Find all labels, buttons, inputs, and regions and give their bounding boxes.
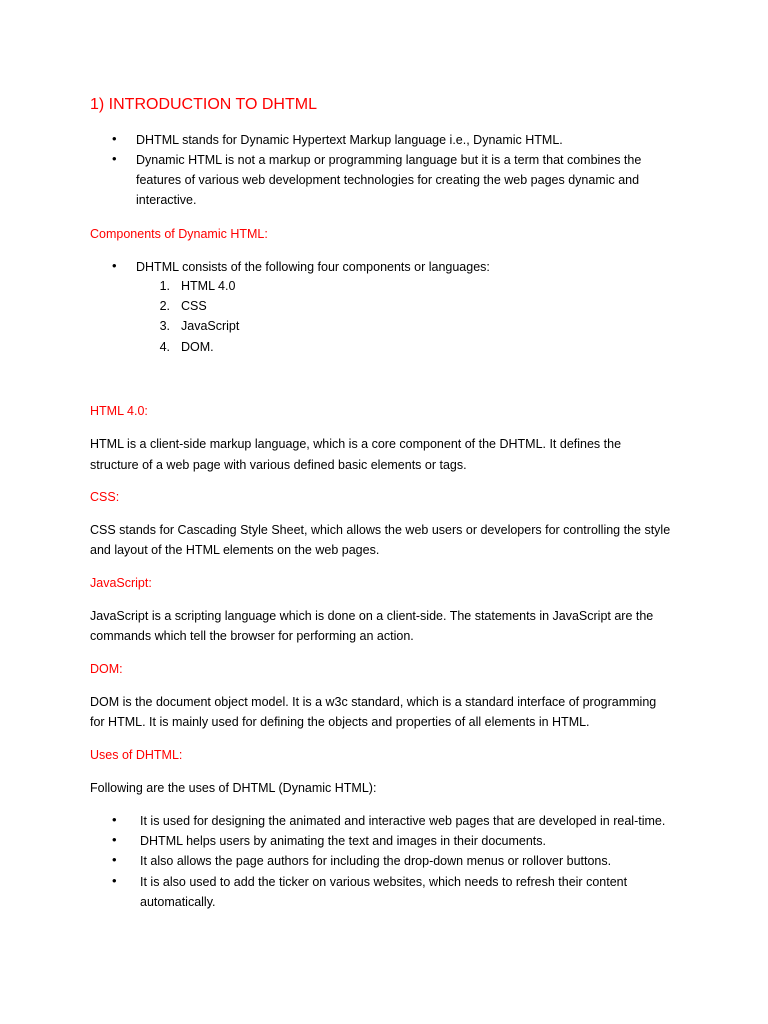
bullet-dot: • xyxy=(112,812,117,827)
section-heading-css: CSS: xyxy=(90,490,120,504)
list-number: 3. xyxy=(159,319,170,333)
components-bullet: DHTML consists of the following four components or languages: xyxy=(136,260,490,274)
list-item-javascript: JavaScript xyxy=(181,319,240,333)
html40-line-2: structure of a web page with various defined basic elements or tags. xyxy=(90,458,467,472)
list-number: 4. xyxy=(159,340,170,354)
list-number: 1. xyxy=(159,279,170,293)
list-number: 2. xyxy=(159,299,170,313)
uses-bullet-3: It also allows the page authors for including the drop-down menus or rollover buttons. xyxy=(140,854,612,868)
dom-line-2: for HTML. It is mainly used for defining the objects and properties of all elements in HTML. xyxy=(90,715,590,729)
intro-bullet-1: DHTML stands for Dynamic Hypertext Markup language i.e., Dynamic HTML. xyxy=(136,133,563,147)
dom-line-1: DOM is the document object model. It is a w3c standard, which is a standard interface of programming xyxy=(90,695,657,709)
css-line-1: CSS stands for Cascading Style Sheet, which allows the web users or developers for controlling the style xyxy=(90,523,671,537)
intro-bullet-2-line-2: features of various web development technologies for creating the web pages dynamic and xyxy=(136,173,640,187)
javascript-line-1: JavaScript is a scripting language which is done on a client-side. The statements in JavaScript are the xyxy=(90,609,654,623)
document-title: 1) INTRODUCTION TO DHTML xyxy=(90,96,317,113)
components-heading: Components of Dynamic HTML: xyxy=(90,227,268,241)
list-item-css: CSS xyxy=(181,299,207,313)
bullet-dot: • xyxy=(112,873,117,888)
uses-bullet-1: It is used for designing the animated and interactive web pages that are developed in real-time. xyxy=(140,814,666,828)
section-heading-dom: DOM: xyxy=(90,662,123,676)
bullet-dot: • xyxy=(112,258,117,273)
uses-bullet-2: DHTML helps users by animating the text and images in their documents. xyxy=(140,834,546,848)
bullet-dot: • xyxy=(112,832,117,847)
intro-bullet-2-line-1: Dynamic HTML is not a markup or programming language but it is a term that combines the xyxy=(136,153,642,167)
list-item-html: HTML 4.0 xyxy=(181,279,236,293)
section-heading-html40: HTML 4.0: xyxy=(90,404,148,418)
uses-intro: Following are the uses of DHTML (Dynamic HTML): xyxy=(90,781,377,795)
uses-bullet-4-line-1: It is also used to add the ticker on various websites, which needs to refresh their content xyxy=(140,875,628,889)
css-line-2: and layout of the HTML elements on the web pages. xyxy=(90,543,380,557)
intro-bullet-2-line-3: interactive. xyxy=(136,193,197,207)
list-item-dom: DOM. xyxy=(181,340,214,354)
javascript-line-2: commands which tell the browser for performing an action. xyxy=(90,629,414,643)
bullet-dot: • xyxy=(112,151,117,166)
section-heading-uses: Uses of DHTML: xyxy=(90,748,183,762)
section-heading-javascript: JavaScript: xyxy=(90,576,152,590)
html40-line-1: HTML is a client-side markup language, which is a core component of the DHTML. It defines the xyxy=(90,437,622,451)
uses-bullet-4-line-2: automatically. xyxy=(140,895,216,909)
bullet-dot: • xyxy=(112,131,117,146)
bullet-dot: • xyxy=(112,852,117,867)
